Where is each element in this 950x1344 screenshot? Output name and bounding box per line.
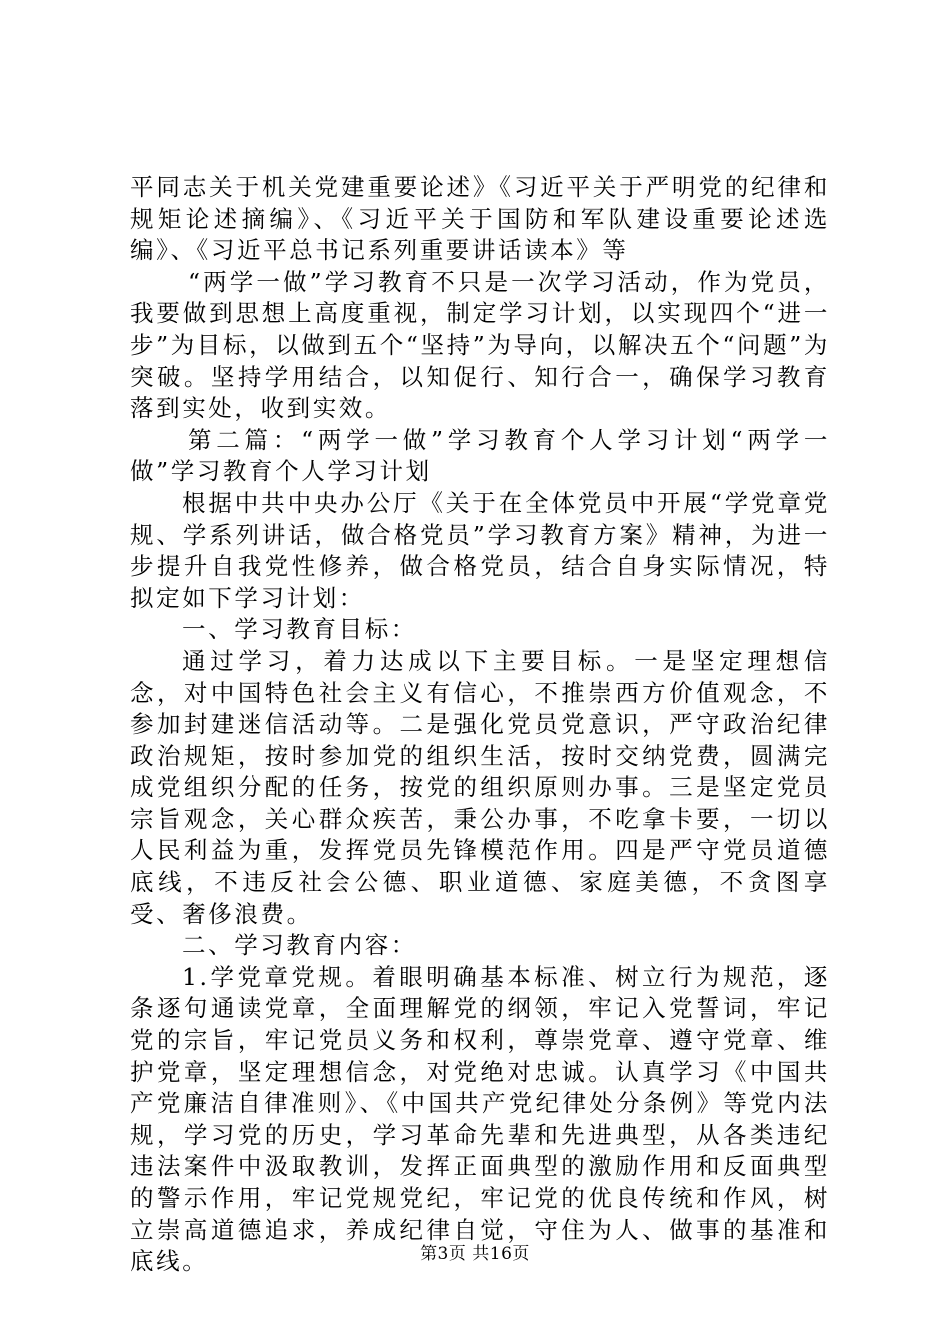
page-footer [0,1243,950,1265]
document-body [130,172,830,1278]
paragraph-party-constitution-study: 1.学党章党规。着眼明确基本标准、树立行为规范，逐条逐句通读党章，全面理解党的纲领，牢记入党誓词，牢记党的宗旨，牢记党员义务和权利，尊崇党章、遵守党章、维护党章，坚定理想信念，对党绝对忠诚。认真学习《中国共产党廉洁自律准则》、《中国共产党纪律处分条例》等党内法规，学习党的历史，学习革命先辈和先进典型，从各类违纪违法案件中汲取教训，发挥正面典型的激励作用和反面典型的警示作用，牢记党规党纪，牢记党的优良传统和作风，树立崇高道德追求，养成纪律自觉，守住为人、做事的基准和底线。 [130,962,830,1276]
heading-study-content: 二、学习教育内容： [182,931,417,960]
section-heading-second-article: 第二篇：“两学一做”学习教育个人学习计划“两学一做”学习教育个人学习计划 [130,425,830,486]
paragraph-intro: 根据中共中央办公厅《关于在全体党员中开展“学党章党规、学系列讲话，做合格党员”学习教育方案》精神，为进一步提升自我党性修养，做合格党员，结合自身实际情况，特拟定如下学习计划： [130,488,830,612]
paragraph-study-goals: 通过学习，着力达成以下主要目标。一是坚定理想信念，对中国特色社会主义有信心，不推崇西方价值观念，不参加封建迷信活动等。二是强化党员党意识，严守政治纪律政治规矩，按时参加党的组织生活，按时交纳党费，圆满完成党组织分配的任务，按党的组织原则办事。三是坚定党员宗旨观念，关心群众疾苦，秉公办事，不吃拿卡要，一切以人民利益为重，发挥党员先锋模范作用。四是严守党员道德底线，不违反社会公德、职业道德、家庭美德，不贪图享受、奢侈浪费。 [130,646,830,928]
paragraph-continued-reading-list: 平同志关于机关党建重要论述》《习近平关于严明党的纪律和规矩论述摘编》、《习近平关于国防和军队建设重要论述选编》、《习近平总书记系列重要讲话读本》等 [130,173,830,265]
paragraph-study-significance: “两学一做”学习教育不只是一次学习活动，作为党员，我要做到思想上高度重视，制定学习计划，以实现四个“进一步”为目标，以做到五个“坚持”为导向，以解决五个“问题”为突破。坚持学用结合，以知促行、知行合一，确保学习教育落到实处，收到实效。 [130,267,830,423]
heading-study-goals: 一、学习教育目标： [182,615,417,644]
page-number: 第3页 共16页 [420,1244,530,1264]
